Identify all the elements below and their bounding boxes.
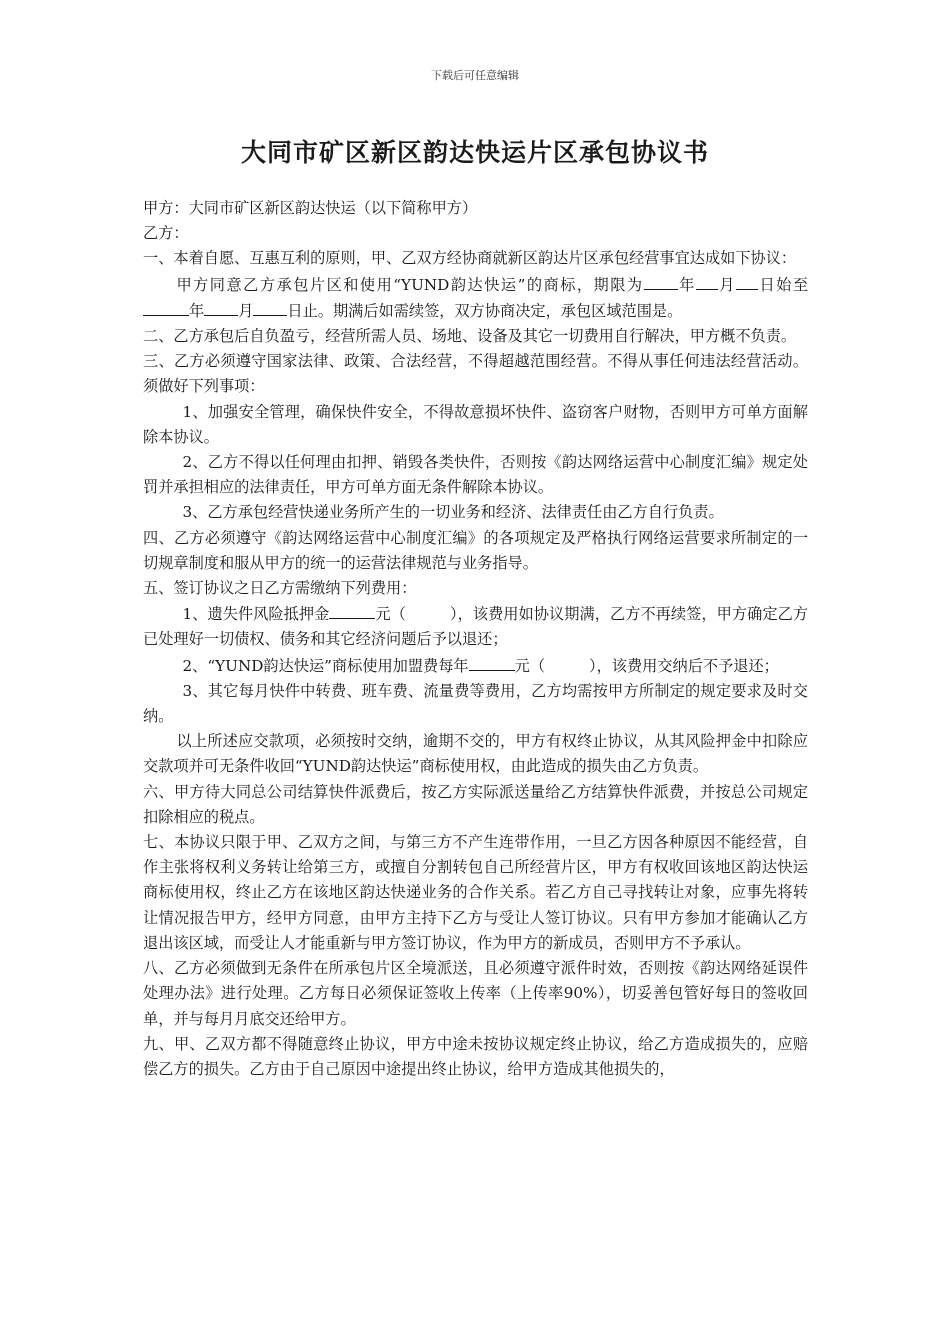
fee-text-a: 2、“YUND韵达快运”商标使用加盟费每年	[182, 656, 469, 675]
clause-8: 八、乙方必须做到无条件在所承包片区全境派送，且必须遵守派件时效，否则按《韵达网络延误件处理办法》进行处理。乙方每日必须保证签收上传率（上传率90%），切妥善包管好每日的签收回单，并与每月月底交还给甲方。	[143, 959, 808, 1028]
term-text-f: 月	[238, 301, 254, 320]
clause-5-item-1	[143, 601, 808, 652]
clause-6: 六、甲方待大同总公司结算快件派费后，按乙方实际派送量给乙方结算快件派费，并按总公司规定扣除相应的税点。	[143, 782, 808, 826]
fee-text-b: 元（	[514, 656, 545, 675]
blank-end-day	[253, 298, 287, 316]
deposit-text-c: ），该费用如协议期满，乙方不再续签，甲方确定乙方已处理好一切债权、债务和其它经济问题后予以退还；	[143, 605, 809, 649]
clause-5-item-3: 3、其它每月快件中转费、班车费、流量费等费用，乙方均需按甲方所制定的规定要求及时交纳。	[143, 681, 808, 726]
blank-end-month	[204, 298, 238, 316]
document-title: 大同市矿区新区韵达快运片区承包协议书	[240, 138, 709, 167]
clause-1: 一、本着自愿、互惠互利的原则，甲、乙双方经协商就新区韵达片区承包经营事宜达成如下协议：	[143, 249, 797, 268]
document-body	[143, 196, 808, 1082]
clause-3-item-2: 2、乙方不得以任何理由扣押、销毁各类快件，否则按《韵达网络运营中心制度汇编》规定处罚并承担相应的法律责任，甲方可单方面无条件解除本协议。	[143, 453, 808, 497]
header-note: 下载后可任意编辑	[431, 69, 519, 82]
term-text-b: 年	[677, 275, 696, 294]
clause-5-item-2	[143, 653, 808, 679]
blank-start-month	[696, 272, 718, 290]
fee-text-c: ），该费用交纳后不予退还；	[589, 656, 779, 675]
blank-fee-amount	[469, 653, 515, 671]
clause-3-item-1: 1、加强安全管理，确保快件安全，不得故意损坏快件、盗窃客户财物，否则甲方可单方面解除本协议。	[143, 402, 808, 446]
blank-deposit-amount	[329, 601, 375, 619]
deposit-text-b: 元（	[375, 605, 406, 624]
term-text-g: 日止。期满后如需续签，双方协商决定，承包区域范围是。	[287, 301, 683, 320]
clause-4: 四、乙方必须遵守《韵达网络运营中心制度汇编》的各项规定及严格执行网络运营要求所制定的一切规章制度和服从甲方的统一的运营法律规范与业务指导。	[143, 528, 808, 572]
clause-2: 二、乙方承包后自负盈亏，经营所需人员、场地、设备及其它一切费用自行解决，甲方概不负责。	[143, 327, 797, 346]
blank-start-year	[644, 272, 678, 290]
clause-7: 七、本协议只限于甲、乙双方之间，与第三方不产生连带作用，一旦乙方因各种原因不能经营，自作主张将权利义务转让给第三方，或擅自分割转包自己所经营片区，甲方有权收回该地区韵达快运商标使用权，终止乙方在该地区韵达快递业务的合作关系。若乙方自己寻找转让对象，应事先将转让情况报告甲方，经甲方同意，由甲方主持下乙方与受让人签订协议。只有甲方参加才能确认乙方退出该区域，而受让人才能重新与甲方签订协议，作为甲方的新成员，否则甲方不予承认。	[143, 833, 808, 952]
clause-5-note: 以上所述应交款项，必须按时交纳，逾期不交的，甲方有权终止协议，从其风险押金中扣除应交款项并可无条件收回“YUND韵达快运”商标使用权，由此造成的损失由乙方负责。	[143, 732, 808, 776]
clause-1-term	[143, 272, 808, 324]
deposit-text-a: 1、遗失件风险抵押金	[182, 605, 330, 624]
clause-5: 五、签订协议之日乙方需缴纳下列费用：	[143, 579, 417, 598]
term-text-c: 月	[717, 275, 736, 294]
term-text-a: 甲方同意乙方承包片区和使用“YUND韵达快运”的商标，期限为	[176, 275, 644, 294]
party-b: 乙方：	[143, 224, 189, 243]
clause-3: 三、乙方必须遵守国家法律、政策、合法经营，不得超越范围经营。不得从事任何违法经营活动。须做好下列事项：	[143, 352, 808, 396]
blank-start-day	[736, 272, 758, 290]
clause-9: 九、甲、乙双方都不得随意终止协议，甲方中途未按协议规定终止协议，给乙方造成损失的，应赔偿乙方的损失。乙方由于自己原因中途提出终止协议，给甲方造成其他损失的，	[143, 1034, 808, 1078]
term-text-d: 日始至	[757, 275, 809, 294]
party-a: 甲方：大同市矿区新区韵达快运（以下简称甲方）	[143, 199, 478, 217]
term-text-e: 年	[189, 301, 205, 320]
blank-end-year	[143, 298, 189, 316]
clause-3-item-3: 3、乙方承包经营快递业务所产生的一切业务和经济、法律责任由乙方自行负责。	[182, 503, 724, 522]
